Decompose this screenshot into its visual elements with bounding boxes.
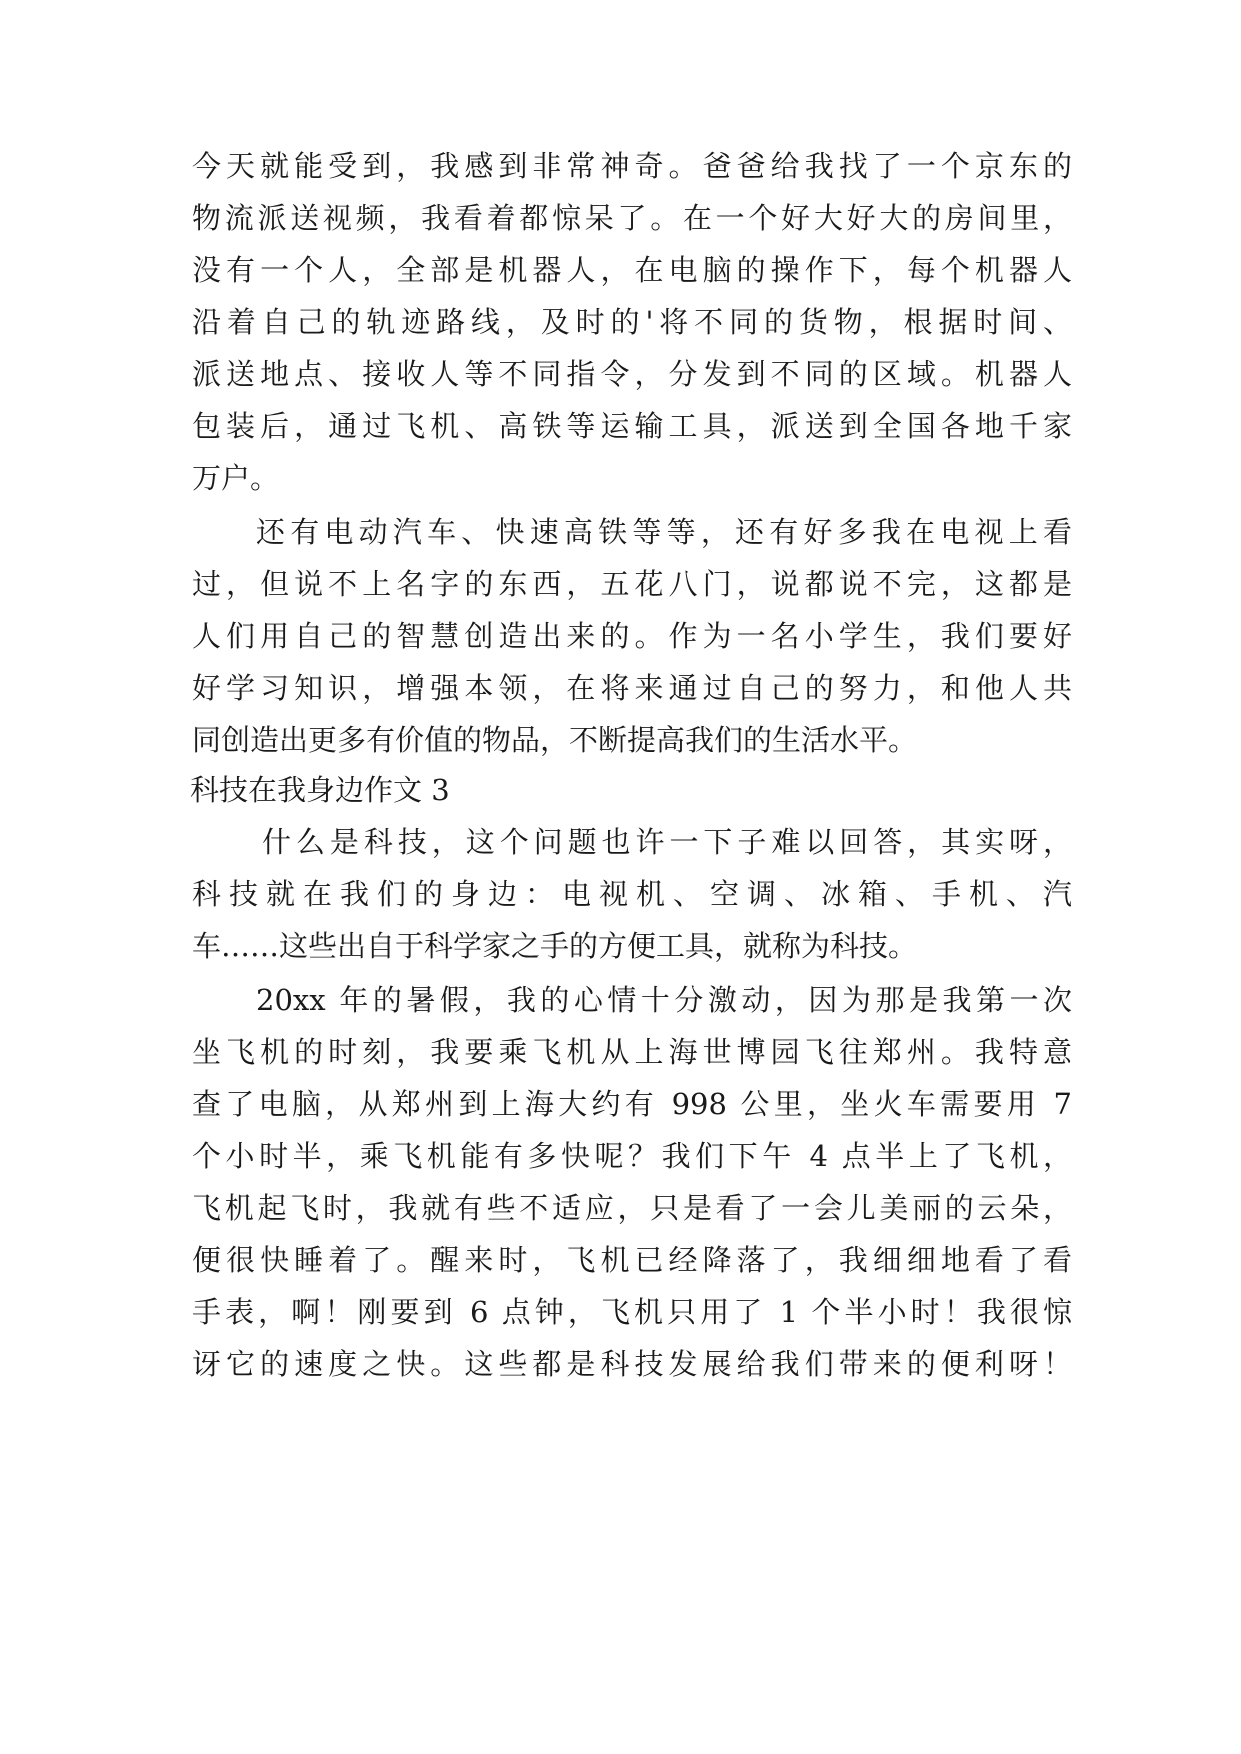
paragraph-4-line-6: 便很快睡着了。醒来时，飞机已经降落了，我细细地看了看	[192, 1243, 1072, 1277]
paragraph-4-line-3: 查了电脑，从郑州到上海大约有 998 公里，坐火车需要用 7	[192, 1087, 1072, 1121]
paragraph-2-line-2: 过，但说不上名字的东西，五花八门，说都说不完，这都是	[192, 567, 1072, 601]
paragraph-1-line-3: 没有一个人，全部是机器人，在电脑的操作下，每个机器人	[192, 253, 1072, 287]
paragraph-1-line-7: 万户。	[192, 461, 280, 495]
paragraph-3-line-3: 车……这些出自于科学家之手的方便工具，就称为科技。	[192, 929, 918, 963]
paragraph-4-line-8: 讶它的速度之快。这些都是科技发展给我们带来的便利呀！	[192, 1347, 1072, 1381]
paragraph-3-line-1: 什么是科技，这个问题也许一下子难以回答，其实呀，	[262, 825, 1072, 859]
paragraph-2-line-4: 好学习知识，增强本领，在将来通过自己的努力，和他人共	[192, 671, 1072, 705]
paragraph-2-line-3: 人们用自己的智慧创造出来的。作为一名小学生，我们要好	[192, 619, 1072, 653]
paragraph-1-line-4: 沿着自己的轨迹路线，及时的'将不同的货物，根据时间、	[192, 305, 1072, 339]
paragraph-4-line-1: 20xx 年的暑假，我的心情十分激动，因为那是我第一次	[256, 983, 1072, 1017]
section-title: 科技在我身边作文 3	[190, 773, 450, 807]
paragraph-2-line-1: 还有电动汽车、快速高铁等等，还有好多我在电视上看	[256, 515, 1072, 549]
paragraph-4-line-5: 飞机起飞时，我就有些不适应，只是看了一会儿美丽的云朵，	[192, 1191, 1072, 1225]
paragraph-4-line-7: 手表，啊！刚要到 6 点钟，飞机只用了 1 个半小时！我很惊	[192, 1295, 1072, 1329]
paragraph-1-line-1: 今天就能受到，我感到非常神奇。爸爸给我找了一个京东的	[192, 149, 1072, 183]
paragraph-4-line-2: 坐飞机的时刻，我要乘飞机从上海世博园飞往郑州。我特意	[192, 1035, 1072, 1069]
paragraph-4-line-4: 个小时半，乘飞机能有多快呢？我们下午 4 点半上了飞机，	[192, 1139, 1072, 1173]
paragraph-1-line-2: 物流派送视频，我看着都惊呆了。在一个好大好大的房间里，	[192, 201, 1072, 235]
paragraph-1-line-6: 包装后，通过飞机、高铁等运输工具，派送到全国各地千家	[192, 409, 1072, 443]
paragraph-3-line-2: 科技就在我们的身边：电视机、空调、冰箱、手机、汽	[192, 877, 1072, 911]
paragraph-1-line-5: 派送地点、接收人等不同指令，分发到不同的区域。机器人	[192, 357, 1072, 391]
paragraph-2-line-5: 同创造出更多有价值的物品，不断提高我们的生活水平。	[192, 723, 918, 757]
